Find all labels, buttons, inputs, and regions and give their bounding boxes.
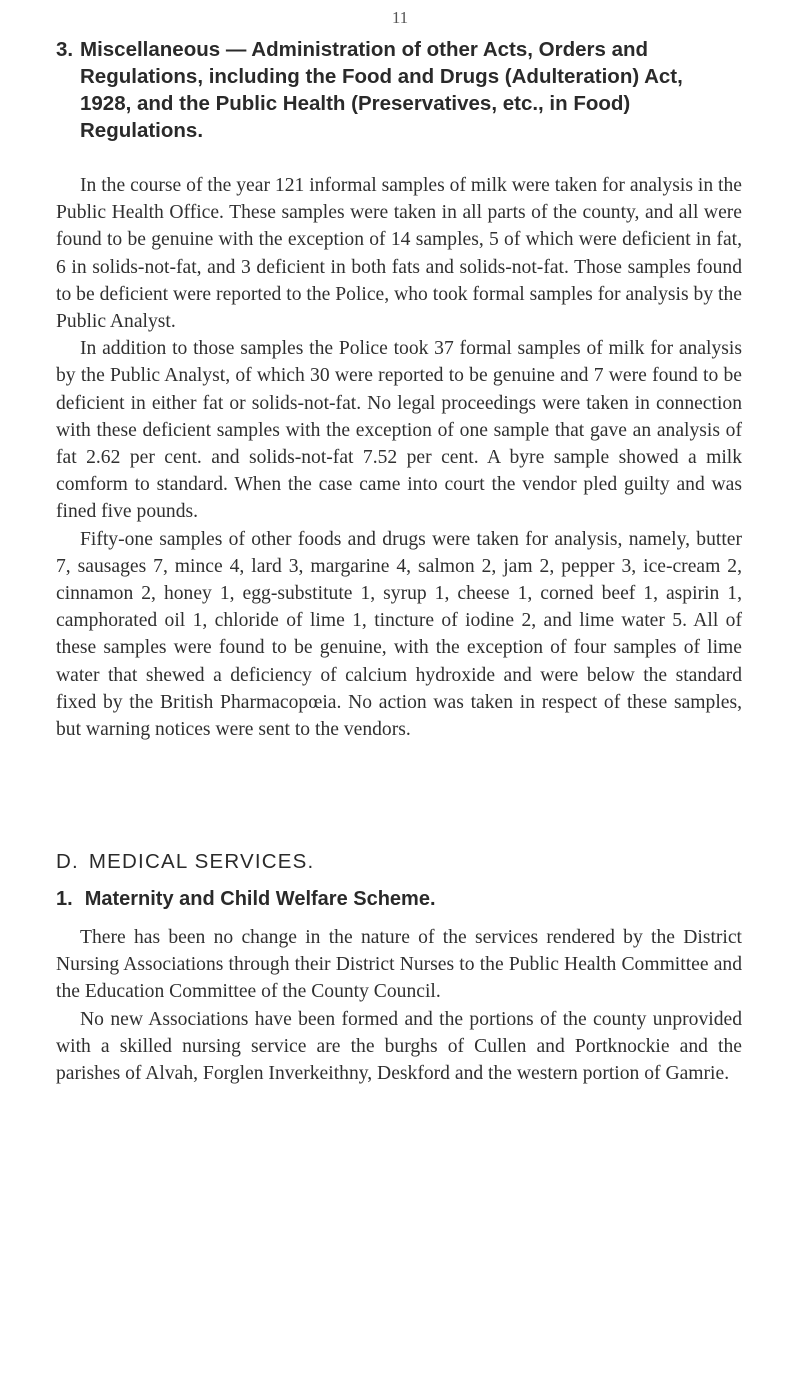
section-3-body — [56, 172, 742, 743]
paragraph-informal-milk-samples: In the course of the year 121 informal samples of milk were taken for analysis in the Public Health Office. These samples were taken in all parts of the county, and all were found to be genuine with the exception of 14 samples, 5 of which were deficient in fat, 6 in solids-not-fat, and 3 deficient in both fats and solids-not-fat. Those samples found to be deficient were reported to the Police, who took formal samples for analysis by the Public Analyst. — [56, 175, 742, 333]
paragraph-other-foods-drugs: Fifty-one samples of other foods and drugs were taken for analysis, namely, butter 7, sausages 7, mince 4, lard 3, margarine 4, salmon 2, jam 2, pepper 3, ice-cream 2, cinnamon 2, honey 1, egg-substitute 1, syrup 1, cheese 1, corned beef 1, aspirin 1, camphorated oil 1, chloride of lime 1, tincture of iodine 2, and lime water 5. All of these samples were found to be genuine, with the exception of four samples of lime water that shewed a deficiency of calcium hydroxide and were below the standard fixed by the British Pharmacopœia. No action was taken in respect of these samples, but warning notices were sent to the vendors. — [56, 528, 742, 741]
section-3-number: 3. — [56, 38, 74, 61]
section-d-letter: D. — [56, 850, 79, 873]
page-number: 11 — [391, 8, 409, 27]
section-d-heading — [56, 850, 314, 874]
subsection-1-heading — [56, 888, 436, 911]
section-d-title: MEDICAL SERVICES. — [88, 850, 315, 873]
section-3-title: Miscellaneous — Administration of other Acts, Orders and Regulations, including the Food and Drugs (Adulteration) Act, 1928, and the Public Health (Preservatives, etc., in Food) Regulations. — [80, 38, 683, 142]
paragraph-new-associations: No new Associations have been formed and the portions of the county unprovided with a skilled nursing service are the burghs of Cullen and Portknockie and the parishes of Alvah, Forglen Inverkeithny, Deskford and the western portion of Gamrie. — [56, 1008, 742, 1085]
paragraph-nursing-services: There has been no change in the nature of the services rendered by the District Nursing Associations through their District Nurses to the Public Health Committee and the Education Committee of the County Council. — [56, 927, 742, 1003]
subsection-1-body — [56, 924, 742, 1087]
section-3-heading — [56, 36, 736, 144]
subsection-1-title: Maternity and Child Welfare Scheme. — [84, 888, 436, 910]
paragraph-formal-milk-samples: In addition to those samples the Police took 37 formal samples of milk for analysis by the Public Analyst, of which 30 were reported to be genuine and 7 were found to be deficient in either fat or solids-not-fat. No legal proceedings were taken in connection with these deficient samples with the exception of one sample that gave an analysis of fat 2.62 per cent. and solids-not-fat 7.52 per cent. A byre sample showed a milk comform to standard. When the case came into court the vendor pled guilty and was fined five pounds. — [56, 338, 742, 523]
subsection-1-number: 1. — [56, 888, 73, 910]
